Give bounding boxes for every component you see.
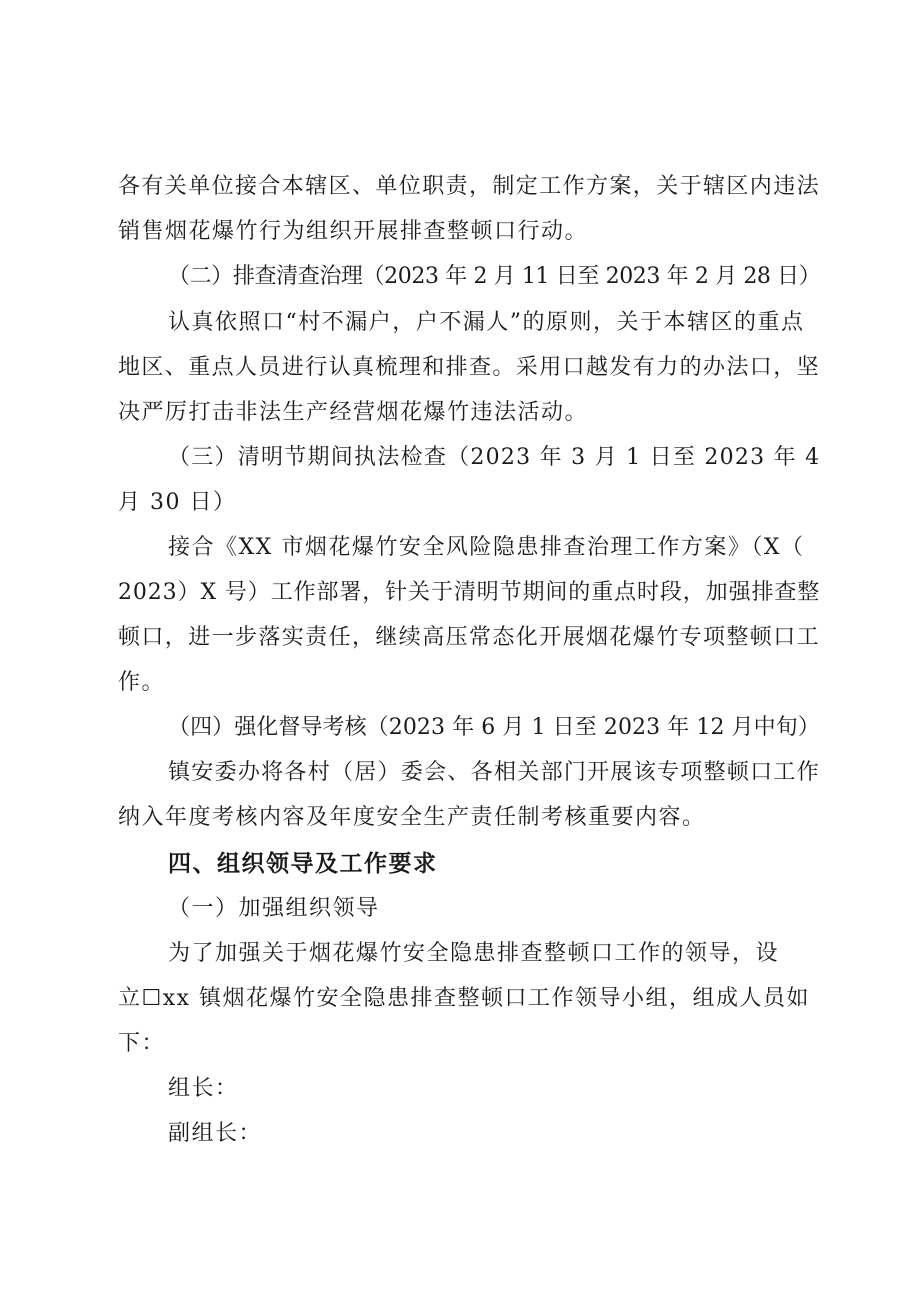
paragraph-line: 为了加强关于烟花爆竹安全隐患排查整顿口工作的领导，设 bbox=[168, 941, 780, 966]
paragraph-line: 镇安委办将各村（居）委会、各相关部门开展该专项整顿口工作 bbox=[168, 760, 821, 785]
subsection-title: （三）清明节期间执法检查（2023 年 3 月 1 日至 2023 年 4 bbox=[168, 445, 821, 470]
paragraph-line: 立☐xx 镇烟花爆竹安全隐患排查整顿口工作领导小组，组成人员如 bbox=[118, 986, 811, 1011]
paragraph-line: 认真依照口“村不漏户，户不漏人”的原则，关于本辖区的重点 bbox=[168, 310, 805, 335]
paragraph-line: 下： bbox=[118, 1031, 166, 1056]
paragraph-line: 决严厉打击非法生产经营烟花爆竹违法活动。 bbox=[118, 400, 589, 425]
paragraph-line: 作。 bbox=[118, 670, 166, 695]
subsection-title: （二）排查清查治理（2023 年 2 月 11 日至 2023 年 2 月 28 日） bbox=[168, 264, 821, 289]
subsection-title: （一）加强组织领导 bbox=[168, 896, 380, 921]
paragraph-line: 各有关单位接合本辖区、单位职责，制定工作方案，关于辖区内违法 bbox=[118, 174, 821, 199]
field-label-group-leader: 组长： bbox=[168, 1076, 239, 1101]
subsection-title-continued: 月 30 日） bbox=[118, 490, 237, 515]
subsection-title: （四）强化督导考核（2023 年 6 月 1 日至 2023 年 12 月中旬） bbox=[168, 715, 820, 740]
paragraph-line: 顿口，进一步落实责任，继续高压常态化开展烟花爆竹专项整顿口工 bbox=[118, 625, 821, 650]
paragraph-line: 2023）X 号）工作部署，针关于清明节期间的重点时段，加强排查整 bbox=[118, 580, 821, 605]
paragraph-line: 接合《XX 市烟花爆竹安全风险隐患排查治理工作方案》（X（ bbox=[168, 535, 805, 560]
section-heading: 四、组织领导及工作要求 bbox=[168, 851, 438, 877]
paragraph-line: 销售烟花爆竹行为组织开展排查整顿口行动。 bbox=[118, 219, 589, 244]
paragraph-line: 地区、重点人员进行认真梳理和排查。采用口越发有力的办法口，坚 bbox=[118, 355, 821, 380]
paragraph-line: 纳入年度考核内容及年度安全生产责任制考核重要内容。 bbox=[118, 805, 706, 830]
field-label-deputy-group-leader: 副组长： bbox=[168, 1121, 263, 1146]
